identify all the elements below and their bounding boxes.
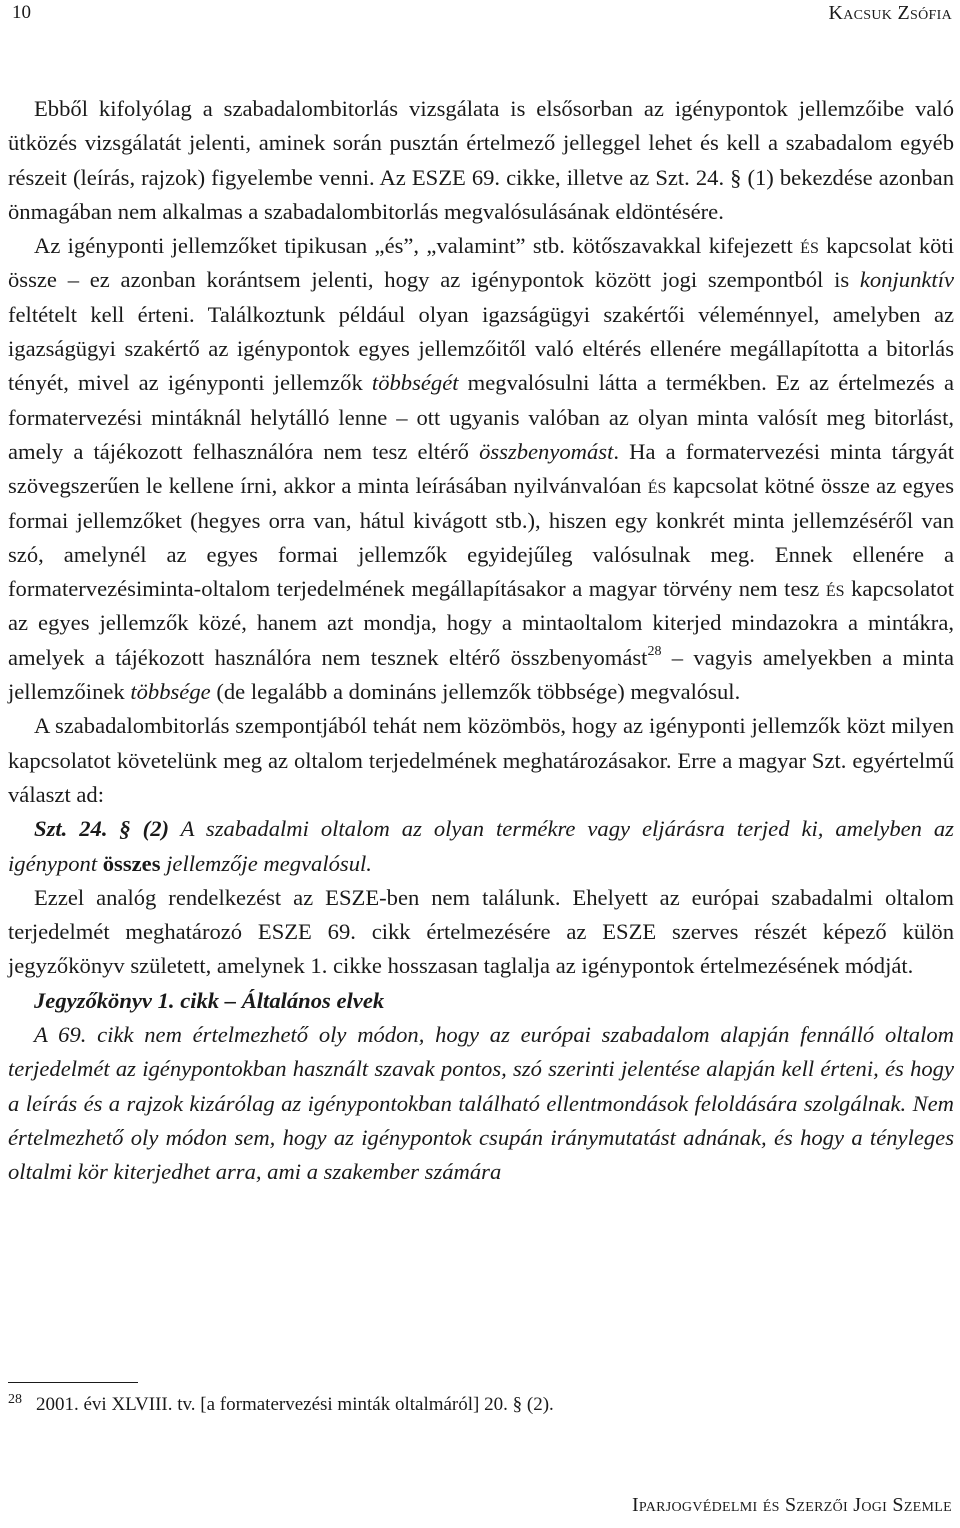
quote-lead: Szt. 24. § (2) (34, 816, 170, 842)
italic-tobbsege: többsége (130, 679, 211, 705)
running-head-author: Kacsuk Zsófia (828, 2, 952, 24)
paragraph-2 (8, 229, 954, 709)
text-run: jellemzője megvalósul. (160, 850, 372, 876)
text-run: kapcsolatot az egyes jellemzők közé, hanem azt mondja, hogy a mintaoltalom kiterjed mindazokra a mintákra, amelyek a tájékozott használóra nem tesznek eltérő összbenyomást (8, 576, 955, 670)
footnote-text: 2001. évi XLVIII. tv. [a formatervezési minták oltalmáról] 20. § (2). (36, 1394, 554, 1415)
footnote (8, 1392, 554, 1416)
text-run: (de legalább a domináns jellemzők többsége) megvalósul. (210, 679, 741, 705)
text-run: – vagyis amelyekben a minta jellemzőinek (8, 644, 955, 705)
text-run: megvalósulni látta a termékben. Ez az értelmezés a formatervezési mintáknál helytálló lenne – ott ugyanis valóban az olyan minta valósít meg bitorlást, amely a tájékozott felhasználóra nem tesz eltérő (8, 370, 954, 464)
text-run: kapcsolat köti össze – ez azonban korántsem jelenti, hogy az igénypontok között jogi szempontból is (8, 233, 954, 293)
text-run: feltételt kell érteni. Találkoztunk például olyan igazságügyi szakértői véleménnyel, amelyben az igazságügyi szakértő az igénypontok egyes jellemzőitől való eltérés ellenére megállapította a bitorlás tényét, mivel az igényponti jellemzők (8, 301, 954, 396)
small-caps-es: és (825, 576, 845, 602)
text-run: kapcsolat kötné össze az egyes formai jellemzőket (hegyes orra van, hátul kivágott stb.), hiszen egy konkrét minta jellemzéséről van szó, amelynél az egyes formai jellemzők egyidejűleg valósulnak meg. Ennek ellenére a formatervezésiminta-oltalom terjedelmének megállapításakor a magyar törvény nem tesz (8, 473, 954, 602)
running-foot-journal: Iparjogvédelmi és Szerzői Jogi Szemle (631, 1494, 952, 1516)
paragraph-1: Ebből kifolyólag a szabadalombitorlás vizsgálata is elsősorban az igénypontok jellemzőibe való ütközés vizsgálatát jelenti, aminek során pusztán értelmező jelleggel lehet és kell a szabadalom egyéb részeit (leírás, rajzok) figyelembe venni. Az ESZE 69. cikke, illetve az Szt. 24. § (1) bekezdése azonban önmagában nem alkalmas a szabadalombitorlás megvalósulásának eldöntésére. (8, 96, 954, 224)
quote-szt-24 (8, 812, 954, 881)
footnote-number: 28 (8, 1392, 22, 1407)
footnote-divider (8, 1382, 138, 1383)
text-run: Az igényponti jellemzőket tipikusan „és”, „valamint” stb. kötőszavakkal kifejezett (34, 233, 801, 259)
footnote-reference[interactable]: 28 (647, 643, 662, 659)
bold-osszes: összes (102, 850, 161, 876)
paragraph-3: A szabadalombitorlás szempontjából tehát nem közömbös, hogy az igényponti jellemzők közt milyen kapcsolatot követelünk meg az oltalom terjedelmének meghatározásakor. Erre a magyar Szt. egyértelmű választ ad: (8, 713, 954, 807)
italic-konjunktiv: konjunktív (859, 267, 954, 293)
italic-tobbseget: többségét (371, 370, 459, 396)
text-run: A szabadalmi oltalom az olyan termékre vagy eljárásra terjed ki, amelyben az igénypont (8, 816, 954, 876)
quote-protocol: A 69. cikk nem értelmezhető oly módon, hogy az európai szabadalom alapján fennálló oltalom terjedelmét az igénypontokban használt szavak pontos, szó szerinti jelentése alapján kell érteni, és hogy a leírás és a rajzok kizárólag az igénypontokban található ellentmondások feloldására szolgálnak. Nem értelmezhető oly módon sem, hogy az igénypontok csupán iránymutatást adnának, és hogy a tényleges oltalmi kör kiterjedhet arra, ami a szakember számára (8, 1022, 954, 1185)
italic-osszbenyomast: összbenyomást (479, 438, 614, 464)
page-number: 10 (12, 2, 31, 23)
main-text (8, 92, 954, 1190)
text-run: . Ha a formatervezési minta tárgyát szövegszerűen le kellene írni, akkor a minta leírásában nyilvánvalóan (8, 438, 955, 499)
paragraph-4: Ezzel analóg rendelkezést az ESZE-ben nem találunk. Ehelyett az európai szabadalmi oltalom terjedelmét meghatározó ESZE 69. cikk értelmezésére az ESZE szerves részét képező külön jegyzőkönyv született, amelynek 1. cikke hosszasan taglalja az igénypontok értelmezésének módját. (8, 884, 954, 979)
small-caps-es: és (647, 473, 667, 499)
section-heading: Jegyzőkönyv 1. cikk – Általános elvek (34, 987, 385, 1013)
small-caps-es: és (800, 233, 819, 259)
